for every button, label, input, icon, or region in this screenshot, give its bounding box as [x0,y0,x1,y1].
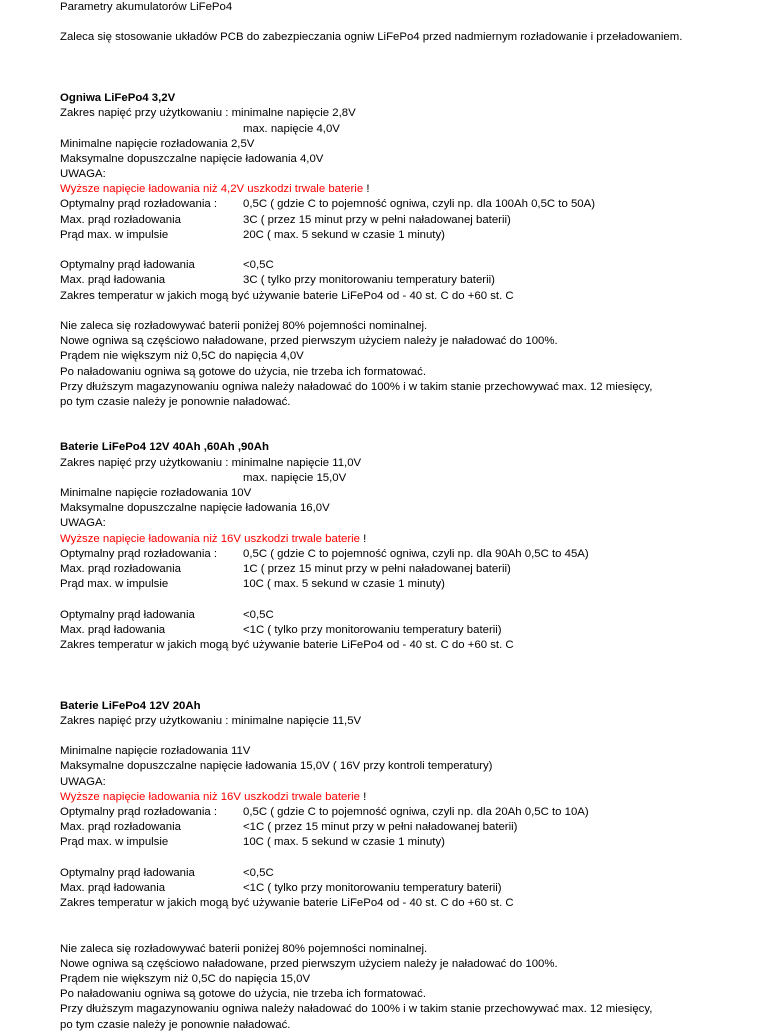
opt-charge-row [60,258,760,273]
notes-block [60,319,760,410]
row-value: 20C ( max. 5 sekund w czasie 1 minuty) [243,228,445,241]
opt-discharge-row [60,197,760,212]
row-value: 0,5C ( gdzie C to pojemność ogniwa, czyli np. dla 100Ah 0,5C to 50A) [243,198,596,211]
note-line: Przy dłuższym magazynowaniu ogniwa należy naładować do 100% i w takim stanie przechowywać max. 12 miesięcy, [60,1003,653,1016]
voltage-range-max: max. napięcie 15,0V [243,471,347,484]
note-line: Nowe ogniwa są częściowo naładowane, przed pierwszym użyciem należy je naładować do 100%. [60,335,558,348]
row-value: 0,5C ( gdzie C to pojemność ogniwa, czyli np. dla 90Ah 0,5C to 45A) [243,547,589,560]
notes-block [60,942,760,1033]
row-label: Optymalny prąd rozładowania : [60,806,218,819]
note-line: Nie zaleca się rozładowywać baterii poniżej 80% pojemności nominalnej. [60,319,428,332]
max-charge-row [60,881,760,896]
min-discharge-voltage: Minimalne napięcie rozładowania 10V [60,487,252,500]
document-title: Parametry akumulatorów LiFePo4 [60,1,233,13]
row-label: Optymalny prąd ładowania [60,866,195,879]
row-label: Max. prąd rozładowania [60,821,181,834]
section-battery-12v-20ah [60,699,760,912]
voltage-range-min: Zakres napięć przy użytkowaniu : minimalne napięcie 11,5V [60,714,362,727]
max-discharge-row [60,562,760,577]
warning-label: UWAGA: [60,168,106,181]
max-charge-row [60,623,760,638]
warning-text: Wyższe napięcie ładowania niż 4,2V uszkodzi trwale baterie [60,183,364,196]
row-label: Optymalny prąd rozładowania : [60,547,218,560]
warning-line [60,182,760,197]
voltage-range-min: Zakres napięć przy użytkowaniu : minimalne napięcie 11,0V [60,456,362,469]
warning-line [60,532,760,547]
row-label: Max. prąd ładowania [60,623,166,636]
warning-label: UWAGA: [60,517,106,530]
row-value: 0,5C ( gdzie C to pojemność ogniwa, czyli np. dla 20Ah 0,5C to 10A) [243,806,589,819]
opt-charge-row [60,866,760,881]
pulse-current-row [60,577,760,592]
row-value: 1C ( przez 15 minut przy w pełni naładowanej baterii) [243,562,511,575]
note-line: Po naładowaniu ogniwa są gotowe do użycia, nie trzeba ich formatować. [60,988,426,1001]
row-value: <0,5C [243,608,274,621]
voltage-range-max: max. napięcie 4,0V [243,122,340,135]
warning-mark: ! [360,790,367,803]
row-label: Prąd max. w impulsie [60,836,169,849]
max-discharge-row [60,820,760,835]
section-heading: Ogniwa LiFePo4 3,2V [60,92,176,105]
row-value: <0,5C [243,259,274,272]
max-charge-voltage: Maksymalne dopuszczalne napięcie ładowania 4,0V [60,152,324,165]
row-label: Optymalny prąd ładowania [60,608,195,621]
warning-text: Wyższe napięcie ładowania niż 16V uszkodzi trwale baterie [60,790,361,803]
warning-mark: ! [360,532,367,545]
pulse-current-row [60,835,760,850]
row-label: Prąd max. w impulsie [60,228,169,241]
row-label: Max. prąd ładowania [60,274,166,287]
note-line: Po naładowaniu ogniwa są gotowe do użycia, nie trzeba ich formatować. [60,365,426,378]
max-charge-voltage: Maksymalne dopuszczalne napięcie ładowania 15,0V ( 16V przy kontroli temperatury) [60,760,493,773]
warning-label: UWAGA: [60,775,106,788]
warning-text: Wyższe napięcie ładowania niż 16V uszkodzi trwale baterie [60,532,361,545]
section-battery-12v-40-90ah [60,440,760,653]
row-label: Optymalny prąd ładowania [60,259,195,272]
max-charge-row [60,273,760,288]
temperature-range: Zakres temperatur w jakich mogą być używanie baterie LiFePo4 od - 40 st. C do +60 st. C [60,638,514,651]
row-value: <1C ( tylko przy monitorowaniu temperatury baterii) [243,623,502,636]
note-line: Prądem nie większym niż 0,5C do napięcia 15,0V [60,973,311,986]
row-value: 3C ( przez 15 minut przy w pełni naładowanej baterii) [243,213,511,226]
max-charge-voltage: Maksymalne dopuszczalne napięcie ładowania 16,0V [60,502,330,515]
document-page [60,0,760,1033]
intro-paragraph: Zaleca się stosowanie układów PCB do zabezpieczania ogniw LiFePo4 przed nadmiernym rozładowanie i przeładowaniem. [60,31,683,44]
opt-discharge-row [60,805,760,820]
voltage-range-min: Zakres napięć przy użytkowaniu : minimalne napięcie 2,8V [60,107,356,120]
warning-line [60,790,760,805]
section-cells-3v2 [60,91,760,304]
warning-mark: ! [363,183,370,196]
min-discharge-voltage: Minimalne napięcie rozładowania 2,5V [60,137,255,150]
row-value: <1C ( przez 15 minut przy w pełni naładowanej baterii) [243,821,518,834]
note-line: po tym czasie należy je ponownie naładować. [60,395,291,408]
row-label: Max. prąd rozładowania [60,562,181,575]
section-heading: Baterie LiFePo4 12V 20Ah [60,699,201,712]
pulse-current-row [60,228,760,243]
note-line: po tym czasie należy je ponownie naładować. [60,1018,291,1031]
max-discharge-row [60,213,760,228]
note-line: Nowe ogniwa są częściowo naładowane, przed pierwszym użyciem należy je naładować do 100%. [60,957,558,970]
row-label: Max. prąd rozładowania [60,213,181,226]
row-label: Max. prąd ładowania [60,881,166,894]
temperature-range: Zakres temperatur w jakich mogą być używanie baterie LiFePo4 od - 40 st. C do +60 st. C [60,897,514,910]
row-value: 10C ( max. 5 sekund w czasie 1 minuty) [243,578,445,591]
row-value: <1C ( tylko przy monitorowaniu temperatury baterii) [243,881,502,894]
section-heading: Baterie LiFePo4 12V 40Ah ,60Ah ,90Ah [60,441,269,454]
row-value: 10C ( max. 5 sekund w czasie 1 minuty) [243,836,445,849]
min-discharge-voltage: Minimalne napięcie rozładowania 11V [60,745,251,758]
note-line: Prądem nie większym niż 0,5C do napięcia 4,0V [60,350,304,363]
opt-discharge-row [60,547,760,562]
note-line: Nie zaleca się rozładowywać baterii poniżej 80% pojemności nominalnej. [60,942,428,955]
temperature-range: Zakres temperatur w jakich mogą być używanie baterie LiFePo4 od - 40 st. C do +60 st. C [60,289,514,302]
note-line: Przy dłuższym magazynowaniu ogniwa należy naładować do 100% i w takim stanie przechowywać max. 12 miesięcy, [60,380,653,393]
opt-charge-row [60,608,760,623]
row-label: Optymalny prąd rozładowania : [60,198,218,211]
row-value: <0,5C [243,866,274,879]
row-value: 3C ( tylko przy monitorowaniu temperatury baterii) [243,274,495,287]
row-label: Prąd max. w impulsie [60,578,169,591]
